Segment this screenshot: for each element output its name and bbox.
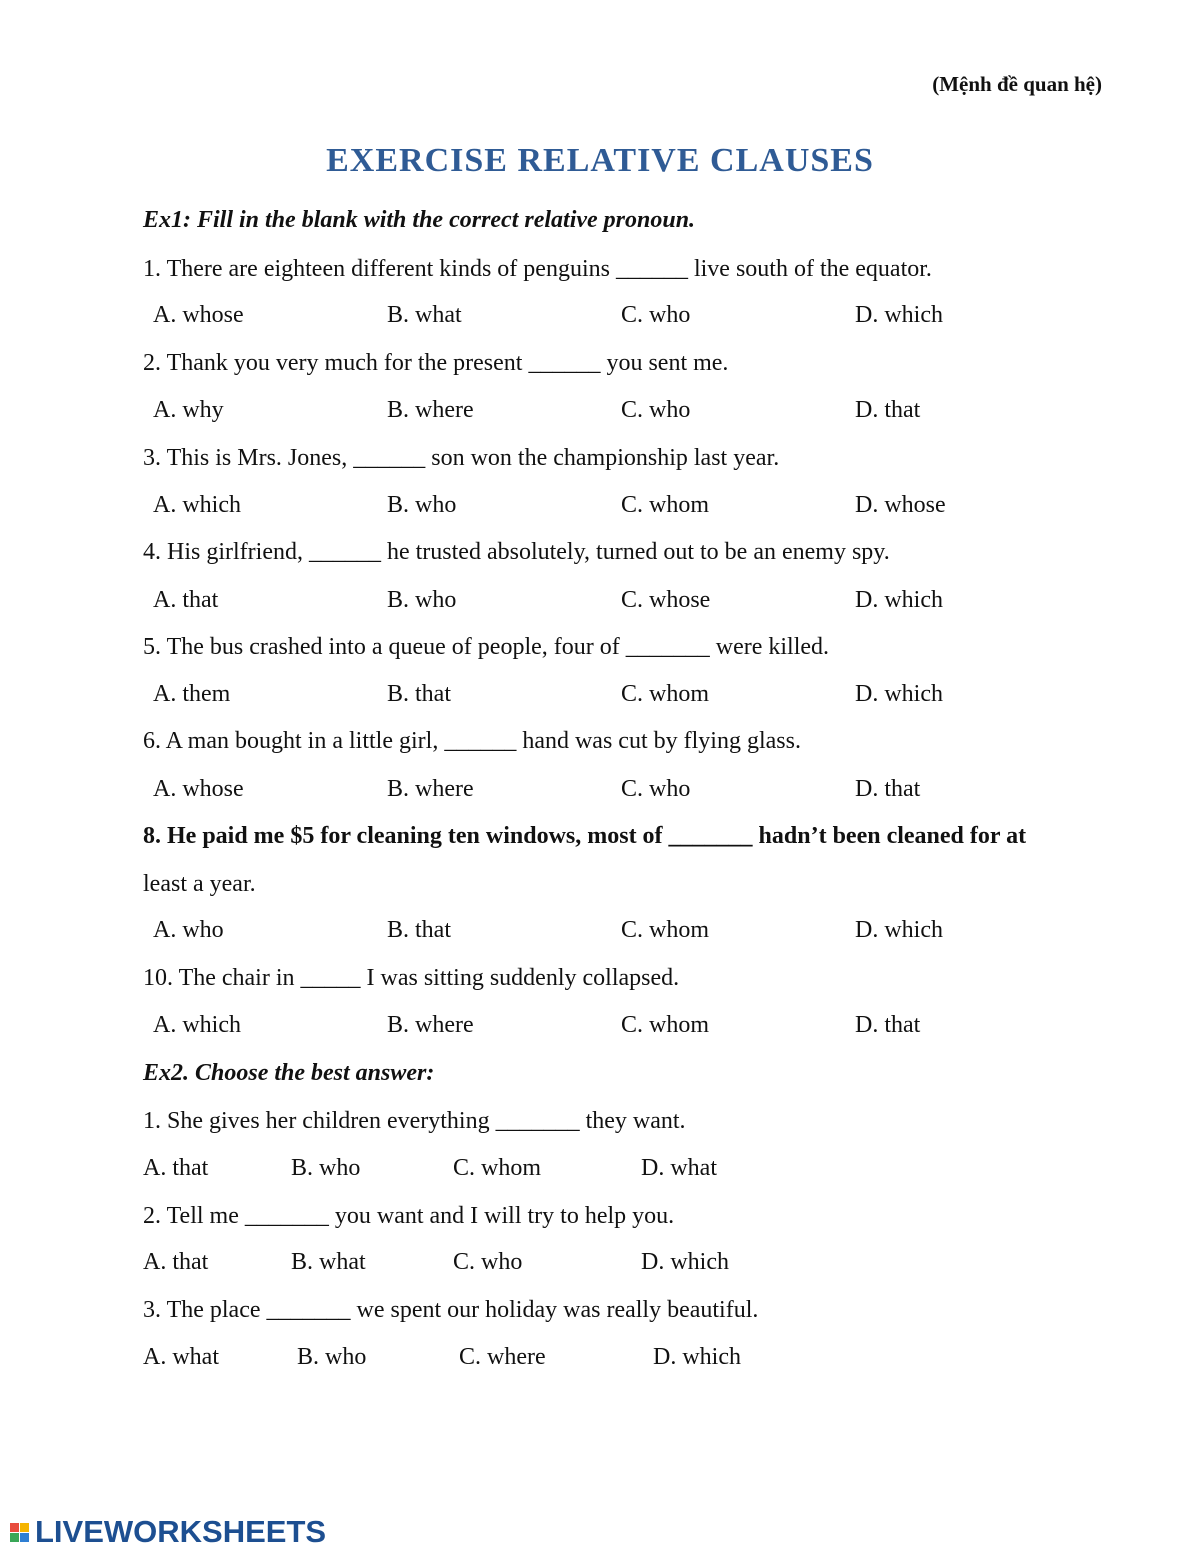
logo-square <box>10 1533 19 1542</box>
option-a[interactable]: A. whose <box>153 302 244 328</box>
liveworksheets-logo[interactable] <box>10 1512 326 1552</box>
option-c[interactable]: C. whom <box>621 917 710 943</box>
ex2-heading: Ex2. Choose the best answer: <box>143 1060 435 1086</box>
option-d[interactable]: D. what <box>641 1155 717 1181</box>
logo-squares-icon <box>10 1523 29 1542</box>
option-a[interactable]: A. which <box>153 492 241 518</box>
ex1-question-4: 4. His girlfriend, ______ he trusted absolutely, turned out to be an enemy spy. <box>143 539 890 565</box>
option-b[interactable]: B. who <box>387 587 457 613</box>
option-c[interactable]: C. who <box>621 397 691 423</box>
option-c[interactable]: C. who <box>621 302 691 328</box>
option-a[interactable]: A. what <box>143 1344 219 1370</box>
option-d[interactable]: D. that <box>855 776 921 802</box>
option-c[interactable]: C. who <box>621 776 691 802</box>
option-d[interactable]: D. which <box>855 681 943 707</box>
ex1-question-10: 10. The chair in _____ I was sitting suddenly collapsed. <box>143 965 680 991</box>
option-a[interactable]: A. why <box>153 397 224 423</box>
ex1-question-3: 3. This is Mrs. Jones, ______ son won the championship last year. <box>143 445 780 471</box>
option-d[interactable]: D. which <box>855 587 943 613</box>
option-d[interactable]: D. which <box>855 917 943 943</box>
option-b[interactable]: B. where <box>387 397 474 423</box>
option-c[interactable]: C. whom <box>453 1155 542 1181</box>
option-a[interactable]: A. that <box>143 1249 209 1275</box>
option-c[interactable]: C. whose <box>621 587 711 613</box>
option-a[interactable]: A. that <box>143 1155 209 1181</box>
option-c[interactable]: C. who <box>453 1249 523 1275</box>
option-c[interactable]: C. whom <box>621 492 710 518</box>
option-b[interactable]: B. what <box>387 302 462 328</box>
page-subtitle: (Mệnh đề quan hệ) <box>932 72 1102 96</box>
ex2-question-1: 1. She gives her children everything _______ they want. <box>143 1108 686 1134</box>
logo-square <box>20 1523 29 1532</box>
ex1-question-8: 8. He paid me $5 for cleaning ten windows, most of _______ hadn’t been cleaned for at <box>143 823 1027 849</box>
logo-square <box>10 1523 19 1532</box>
logo-text: LIVEWORKSHEETS <box>35 1514 327 1549</box>
ex2-question-3: 3. The place _______ we spent our holiday was really beautiful. <box>143 1297 759 1323</box>
ex1-question-5: 5. The bus crashed into a queue of people, four of _______ were killed. <box>143 634 830 660</box>
option-d[interactable]: D. which <box>855 302 943 328</box>
option-d[interactable]: D. which <box>641 1249 729 1275</box>
ex1-heading: Ex1: Fill in the blank with the correct relative pronoun. <box>143 207 696 233</box>
ex2-question-2: 2. Tell me _______ you want and I will try to help you. <box>143 1203 675 1229</box>
ex1-question-6: 6. A man bought in a little girl, ______ hand was cut by flying glass. <box>143 728 801 754</box>
option-b[interactable]: B. who <box>297 1344 367 1370</box>
option-a[interactable]: A. them <box>153 681 231 707</box>
option-b[interactable]: B. what <box>291 1249 366 1275</box>
option-b[interactable]: B. who <box>291 1155 361 1181</box>
option-b[interactable]: B. that <box>387 917 451 943</box>
ex1-question-8-cont: least a year. <box>143 871 256 897</box>
option-d[interactable]: D. that <box>855 1012 921 1038</box>
option-b[interactable]: B. where <box>387 1012 474 1038</box>
option-b[interactable]: B. where <box>387 776 474 802</box>
option-c[interactable]: C. whom <box>621 681 710 707</box>
option-c[interactable]: C. whom <box>621 1012 710 1038</box>
ex1-question-1: 1. There are eighteen different kinds of penguins ______ live south of the equator. <box>143 256 932 282</box>
option-b[interactable]: B. who <box>387 492 457 518</box>
option-d[interactable]: D. which <box>653 1344 741 1370</box>
option-d[interactable]: D. whose <box>855 492 946 518</box>
option-a[interactable]: A. which <box>153 1012 241 1038</box>
option-a[interactable]: A. whose <box>153 776 244 802</box>
option-a[interactable]: A. that <box>153 587 219 613</box>
option-c[interactable]: C. where <box>459 1344 546 1370</box>
option-b[interactable]: B. that <box>387 681 451 707</box>
logo-square <box>20 1533 29 1542</box>
option-d[interactable]: D. that <box>855 397 921 423</box>
ex1-question-2: 2. Thank you very much for the present ______ you sent me. <box>143 350 729 376</box>
page-title: EXERCISE RELATIVE CLAUSES <box>326 142 874 179</box>
option-a[interactable]: A. who <box>153 917 224 943</box>
